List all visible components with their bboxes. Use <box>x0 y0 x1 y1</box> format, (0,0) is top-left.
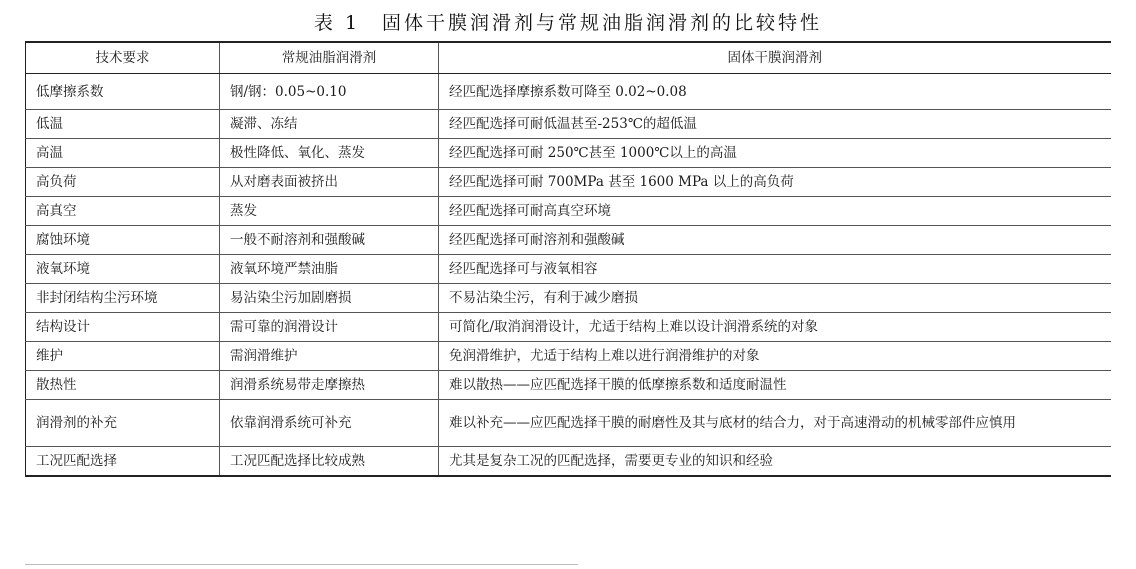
table-row <box>26 139 1111 168</box>
table-row <box>26 371 1111 400</box>
cell-dry-film: 难以散热——应匹配选择干膜的低摩擦系数和适度耐温性 <box>439 371 1111 400</box>
cell-conventional: 蒸发 <box>220 197 439 226</box>
cell-conventional: 工况匹配选择比较成熟 <box>220 447 439 477</box>
table-row <box>26 226 1111 255</box>
cell-requirement: 非封闭结构尘污环境 <box>26 284 220 313</box>
table-row <box>26 168 1111 197</box>
cell-requirement: 工况匹配选择 <box>26 447 220 477</box>
table-row <box>26 313 1111 342</box>
cell-conventional: 从对磨表面被挤出 <box>220 168 439 197</box>
cell-dry-film: 不易沾染尘污，有利于减少磨损 <box>439 284 1111 313</box>
cell-requirement: 散热性 <box>26 371 220 400</box>
header-row <box>26 42 1111 74</box>
cell-conventional: 需润滑维护 <box>220 342 439 371</box>
cell-dry-film: 经匹配选择摩擦系数可降至 0.02~0.08 <box>439 74 1111 110</box>
footer-divider <box>25 564 578 565</box>
comparison-table <box>25 41 1111 477</box>
table-row <box>26 197 1111 226</box>
cell-conventional: 极性降低、氧化、蒸发 <box>220 139 439 168</box>
cell-requirement: 维护 <box>26 342 220 371</box>
table-row <box>26 255 1111 284</box>
cell-dry-film: 尤其是复杂工况的匹配选择，需要更专业的知识和经验 <box>439 447 1111 477</box>
cell-conventional: 润滑系统易带走摩擦热 <box>220 371 439 400</box>
table-row <box>26 74 1111 110</box>
cell-conventional: 依靠润滑系统可补充 <box>220 400 439 447</box>
cell-requirement: 低摩擦系数 <box>26 74 220 110</box>
cell-dry-film: 经匹配选择可耐高真空环境 <box>439 197 1111 226</box>
header-conventional-grease: 常规油脂润滑剂 <box>220 42 439 74</box>
table-row <box>26 342 1111 371</box>
cell-dry-film: 可简化/取消润滑设计，尤适于结构上难以设计润滑系统的对象 <box>439 313 1111 342</box>
cell-dry-film: 经匹配选择可耐溶剂和强酸碱 <box>439 226 1111 255</box>
cell-conventional: 需可靠的润滑设计 <box>220 313 439 342</box>
table-row <box>26 400 1111 447</box>
cell-requirement: 高真空 <box>26 197 220 226</box>
cell-conventional: 易沾染尘污加剧磨损 <box>220 284 439 313</box>
cell-requirement: 结构设计 <box>26 313 220 342</box>
cell-dry-film: 经匹配选择可耐 250℃甚至 1000℃以上的高温 <box>439 139 1111 168</box>
table-row <box>26 447 1111 477</box>
cell-requirement: 高负荷 <box>26 168 220 197</box>
header-solid-dry-film: 固体干膜润滑剂 <box>439 42 1111 74</box>
cell-requirement: 液氧环境 <box>26 255 220 284</box>
cell-dry-film: 经匹配选择可耐低温甚至-253℃的超低温 <box>439 110 1111 139</box>
cell-requirement: 低温 <box>26 110 220 139</box>
cell-requirement: 高温 <box>26 139 220 168</box>
cell-dry-film: 免润滑维护，尤适于结构上难以进行润滑维护的对象 <box>439 342 1111 371</box>
cell-conventional: 凝滞、冻结 <box>220 110 439 139</box>
cell-dry-film: 经匹配选择可与液氧相容 <box>439 255 1111 284</box>
cell-dry-film: 难以补充——应匹配选择干膜的耐磨性及其与底材的结合力，对于高速滑动的机械零部件应慎用 <box>439 400 1111 447</box>
table-row <box>26 110 1111 139</box>
table-title: 表 1 固体干膜润滑剂与常规油脂润滑剂的比较特性 <box>313 12 823 34</box>
cell-conventional: 钢/钢：0.05~0.10 <box>220 74 439 110</box>
cell-dry-film: 经匹配选择可耐 700MPa 甚至 1600 MPa 以上的高负荷 <box>439 168 1111 197</box>
cell-conventional: 一般不耐溶剂和强酸碱 <box>220 226 439 255</box>
cell-conventional: 液氧环境严禁油脂 <box>220 255 439 284</box>
table-row <box>26 284 1111 313</box>
cell-requirement: 润滑剂的补充 <box>26 400 220 447</box>
header-requirement: 技术要求 <box>26 42 220 74</box>
cell-requirement: 腐蚀环境 <box>26 226 220 255</box>
